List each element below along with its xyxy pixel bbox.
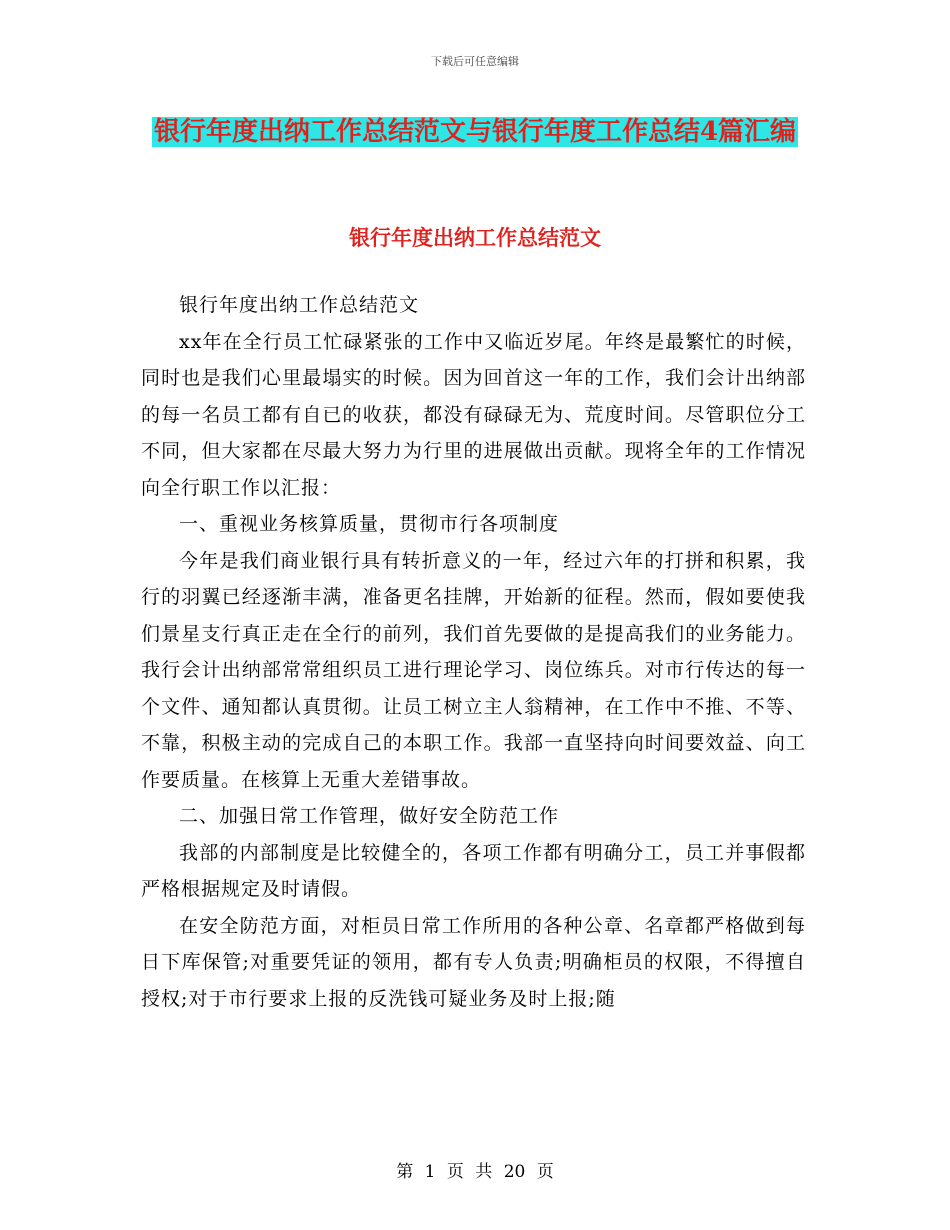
document-title-text: 银行年度出纳工作总结范文与银行年度工作总结4篇汇编 <box>153 117 797 147</box>
paragraph: 我部的内部制度是比较健全的，各项工作都有明确分工，员工并事假都严格根据规定及时请假。 <box>141 841 806 900</box>
document-body <box>141 287 806 1017</box>
paragraph: xx年在全行员工忙碌紧张的工作中又临近岁尾。年终是最繁忙的时候，同时也是我们心里最塌实的时候。因为回首这一年的工作，我们会计出纳部的每一名员工都有自已的收获，都没有碌碌无为、荒度时间。尽管职位分工不同，但大家都在尽最大努力为行里的进展做出贡献。现将全年的工作情况向全行职工作以汇报： <box>141 330 806 499</box>
section-title: 银行年度出纳工作总结范文 <box>349 225 601 250</box>
paragraph-heading: 二、加强日常工作管理，做好安全防范工作 <box>179 805 560 827</box>
document-title <box>140 110 810 154</box>
paragraph: 在安全防范方面，对柜员日常工作所用的各种公章、名章都严格做到每日下库保管;对重要凭证的领用，都有专人负责;明确柜员的权限，不得擅自授权;对于市行要求上报的反洗钱可疑业务及时上报;随 <box>141 914 806 1010</box>
page-footer: 第 1 页 共 20 页 <box>396 1162 554 1182</box>
page-header: 下载后可任意编辑 <box>431 55 519 68</box>
paragraph-heading: 一、重视业务核算质量，贯彻市行各项制度 <box>179 513 560 535</box>
paragraph: 今年是我们商业银行具有转折意义的一年，经过六年的打拼和积累，我行的羽翼已经逐渐丰满，准备更名挂牌，开始新的征程。然而，假如要使我们景星支行真正走在全行的前列，我们首先要做的是提高我们的业务能力。我行会计出纳部常常组织员工进行理论学习、岗位练兵。对市行传达的每一个文件、通知都认真贯彻。让员工树立主人翁精神，在工作中不推、不等、不靠，积极主动的完成自己的本职工作。我部一直坚持向时间要效益、向工作要质量。在核算上无重大差错事故。 <box>141 549 806 791</box>
paragraph: 银行年度出纳工作总结范文 <box>179 294 420 316</box>
